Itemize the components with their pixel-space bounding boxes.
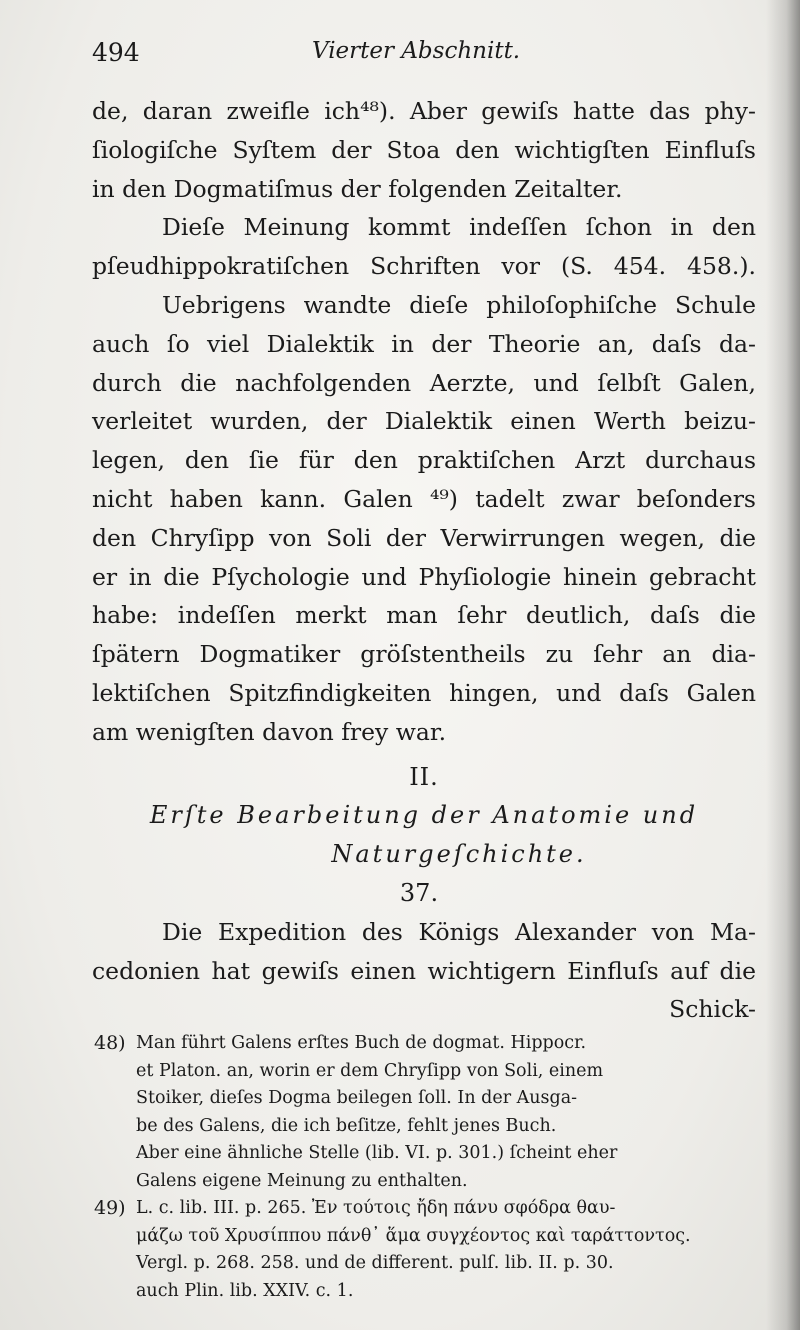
- text-line: ſiologiſche Syſtem der Stoa den wichtigſten Einfluſs: [92, 135, 756, 164]
- paragraph-number: 37.: [399, 878, 439, 907]
- section-title: Erſte Bearbeitung der Anatomie und: [149, 801, 699, 830]
- catchword: Schick-: [669, 995, 756, 1024]
- footnote-text: μάζω τοῦ Χρυσίππου πάνθ᾽ ἅμα συγχέοντος καὶ ταράττοντος.: [136, 1225, 691, 1246]
- footnote-text: et Platon. an, worin er dem Chryſipp von Soli, einem: [136, 1060, 604, 1081]
- text-line: habe: indeſſen merkt man ſehr deutlich, daſs die: [92, 601, 756, 630]
- page-edge-shadow: [766, 0, 800, 1330]
- text-line: in den Dogmatiſmus der folgenden Zeitalter.: [92, 174, 623, 203]
- text-line: verleitet wurden, der Dialektik einen Werth beizu-: [92, 407, 756, 436]
- footnote-text: auch Plin. lib. XXIV. c. 1.: [136, 1280, 354, 1301]
- section-subtitle: Naturgeſchichte.: [331, 840, 587, 869]
- running-head: Vierter Abschnitt.: [312, 38, 521, 64]
- text-line: pſeudhippokratiſchen Schriften vor (S. 454. 458.).: [92, 252, 756, 281]
- page-number: 494: [92, 38, 140, 67]
- text-line: legen, den ſie für den praktiſchen Arzt durchaus: [92, 446, 756, 475]
- footnote-48: [94, 1030, 752, 1058]
- footnotes: [94, 1030, 752, 1305]
- footnote-text: be des Galens, die ich beſitze, fehlt jenes Buch.: [136, 1115, 557, 1136]
- footnote-text: Aber eine ähnliche Stelle (lib. VI. p. 301.) ſcheint eher: [136, 1143, 618, 1163]
- footnote-text: Man führt Galens erſtes Buch de dogmat. Hippocr.: [136, 1033, 587, 1053]
- text-line: durch die nachfolgenden Aerzte, und ſelbſt Galen,: [92, 368, 756, 397]
- text-line: de, daran zweifle ich⁴⁸). Aber gewiſs hatte das phy-: [92, 97, 756, 125]
- footnote-marker: 49): [94, 1197, 126, 1219]
- text-line: am wenigſten davon frey war.: [92, 717, 447, 746]
- text-line: Uebrigens wandte dieſe philoſophiſche Schule: [162, 290, 756, 319]
- footnote-text: Vergl. p. 268. 258. und de different. pulſ. lib. II. p. 30.: [136, 1253, 614, 1273]
- footnote-text: Galens eigene Meinung zu enthalten.: [136, 1170, 468, 1191]
- footnote-text: L. c. lib. III. p. 265. Ἐν τούτοις ἤδη πάνυ σφόδρα θαυ-: [136, 1198, 616, 1218]
- footnote-49: [94, 1195, 752, 1223]
- section-number: II.: [409, 762, 439, 791]
- text-line: Die Expedition des Königs Alexander von Ma-: [162, 917, 756, 946]
- page-header: [92, 36, 772, 76]
- text-line: den Chryſipp von Soli der Verwirrungen wegen, die: [92, 523, 756, 552]
- text-line: er in die Pſychologie und Phyſiologie hinein gebracht: [92, 562, 756, 591]
- main-text: [92, 92, 756, 1029]
- text-line: auch ſo viel Dialektik in der Theorie an, daſs da-: [92, 329, 756, 358]
- text-line: nicht haben kann. Galen ⁴⁹) tadelt zwar beſonders: [92, 484, 756, 513]
- text-line: cedonien hat gewiſs einen wichtigern Einfluſs auf die: [92, 956, 756, 985]
- footnote-text: Stoiker, dieſes Dogma beilegen ſoll. In der Ausga-: [136, 1088, 578, 1108]
- text-line: ſpätern Dogmatiker gröſstentheils zu ſehr an dia-: [92, 640, 756, 669]
- text-line: lektiſchen Spitzfindigkeiten hingen, und daſs Galen: [92, 678, 756, 707]
- footnote-marker: 48): [94, 1032, 126, 1054]
- text-line: Dieſe Meinung kommt indeſſen ſchon in den: [162, 213, 756, 242]
